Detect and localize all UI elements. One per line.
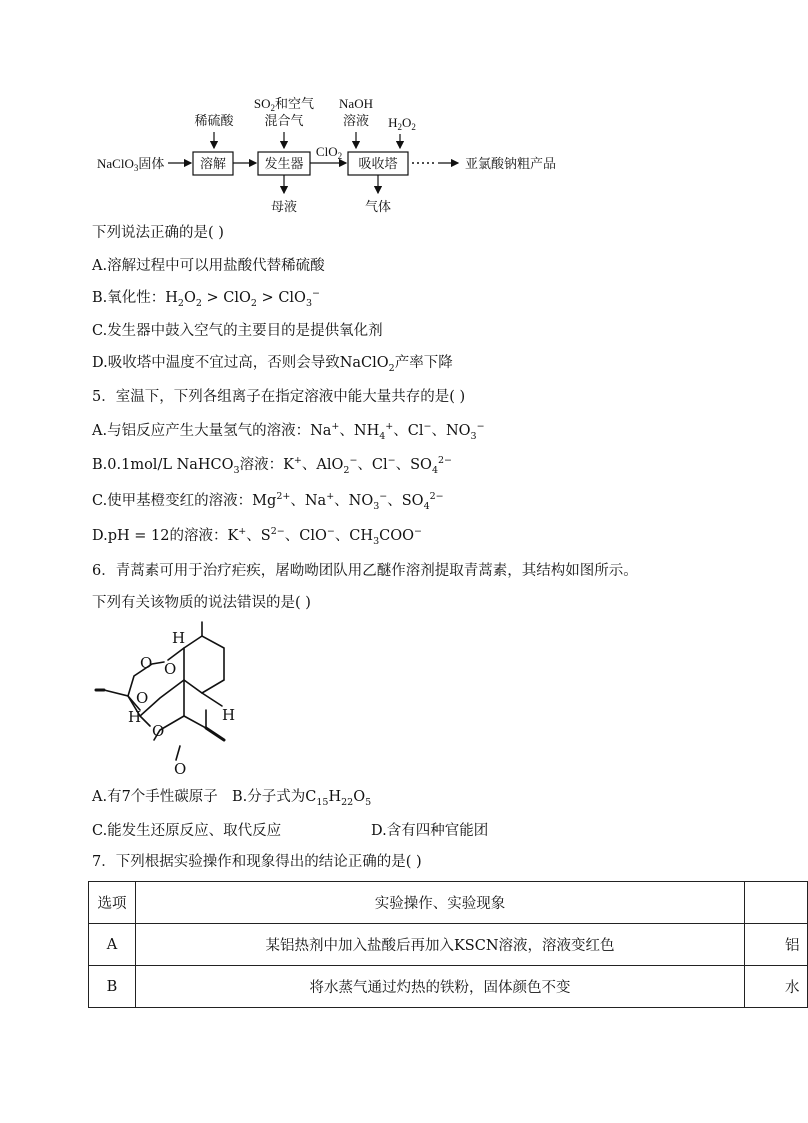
q6-stem-line2: 下列有关该物质的说法错误的是( ) (92, 595, 311, 611)
structure-label-h-right: H (222, 706, 236, 724)
q6-option-c: C.能发生还原反应、取代反应 (92, 823, 282, 839)
structure-label-h-left: H (128, 708, 142, 726)
q4-stem: 下列说法正确的是( ) (92, 225, 224, 241)
q5-option-d: D.pH = 12的溶液：K+、$S^{2-}$、ClO−、$CH_3COO^-$ (92, 526, 422, 547)
q5-option-c: C.使甲基橙变红的溶液：$Mg^{2+}$、Na+、$NO_3^-$、$SO_4^{2-}$ (92, 491, 444, 512)
q6-option-a: A.有7个手性碳原子 (92, 789, 218, 805)
arrow-gas-label: ClO$_2$ (315, 144, 343, 161)
structure-label-o-ring: O (152, 722, 165, 740)
process-flowchart (0, 90, 794, 220)
input-solid-label: NaClO$_3$固体 (97, 156, 165, 173)
q5-stem: 5．室温下，下列各组离子在指定溶液中能大量共存的是( ) (92, 389, 466, 405)
box-dissolve-label: 溶解 (199, 156, 227, 171)
q6-stem-line1: 6．青蒿素可用于治疗疟疾，屠呦呦团队用乙醚作溶剂提取青蒿素，其结构如图所示。 (92, 563, 638, 579)
table-cell-operation: 某铝热剂中加入盐酸后再加入KSCN溶液，溶液变红色 (136, 924, 745, 966)
table-cell-option: B (89, 966, 136, 1008)
table-cell-conclusion: 铝 (745, 924, 808, 966)
q6-option-b: B.分子式为$C_{15}H_{22}O_5$ (232, 789, 372, 808)
structure-label-o-carbonyl: O (174, 760, 187, 778)
structure-label-o-peroxide-1: O (140, 654, 153, 672)
structure-label-h-top: H (172, 629, 186, 647)
table-row (89, 966, 808, 1008)
table-cell-conclusion: 水 (745, 966, 808, 1008)
structure-label-o-ether: O (136, 689, 149, 707)
table-header: 实验操作、实验现象 (136, 882, 745, 924)
product-label: 亚氯酸钠粗产品 (465, 156, 557, 171)
table-header: 选项 (89, 882, 136, 924)
structure-label-o-peroxide-2: O (164, 660, 177, 678)
reagent-acid-label: 稀硫酸 (194, 113, 234, 128)
output-mother-liquor-label: 母液 (270, 199, 298, 214)
reagent-base-label-1: NaOH (339, 96, 373, 111)
table-row (89, 924, 808, 966)
experiment-table (88, 881, 808, 1008)
reagent-peroxide-label: $H_2O_2$ (388, 115, 416, 132)
reagent-gas-label-1: $SO_2$和空气 (253, 96, 315, 113)
reagent-base-label-2: 溶液 (342, 113, 370, 128)
reagent-gas-label-2: 混合气 (264, 113, 304, 128)
output-gas-label: 气体 (364, 199, 392, 214)
q6-option-d: D.含有四种官能团 (371, 823, 489, 839)
table-header-row (89, 882, 808, 924)
q5-option-a: A.与铝反应产生大量氢气的溶液：Na+、$NH_4^+$、Cl−、$NO_3^-$ (92, 421, 485, 442)
q4-option-c: C.发生器中鼓入空气的主要目的是提供氧化剂 (92, 323, 383, 339)
q5-option-b: B.0.1mol/L NaHCO$_3$溶液：K+、AlO$_2$−、Cl−、$SO_4^{2-}$ (92, 455, 452, 476)
artemisinin-structure (92, 618, 262, 780)
q7-stem: 7．下列根据实验操作和现象得出的结论正确的是( ) (92, 854, 422, 870)
table-header (745, 882, 808, 924)
q4-option-a: A.溶解过程中可以用盐酸代替稀硫酸 (92, 258, 325, 274)
q4-option-b: B.氧化性：$H_2O_2 > ClO_2 > ClO_3^-$ (92, 288, 320, 309)
table-cell-option: A (89, 924, 136, 966)
table-cell-operation: 将水蒸气通过灼热的铁粉，固体颜色不变 (136, 966, 745, 1008)
box-generator-label: 发生器 (264, 156, 304, 171)
q4-option-d: D.吸收塔中温度不宜过高，否则会导致NaClO$_2$产率下降 (92, 355, 453, 374)
box-absorber-label: 吸收塔 (358, 156, 398, 171)
